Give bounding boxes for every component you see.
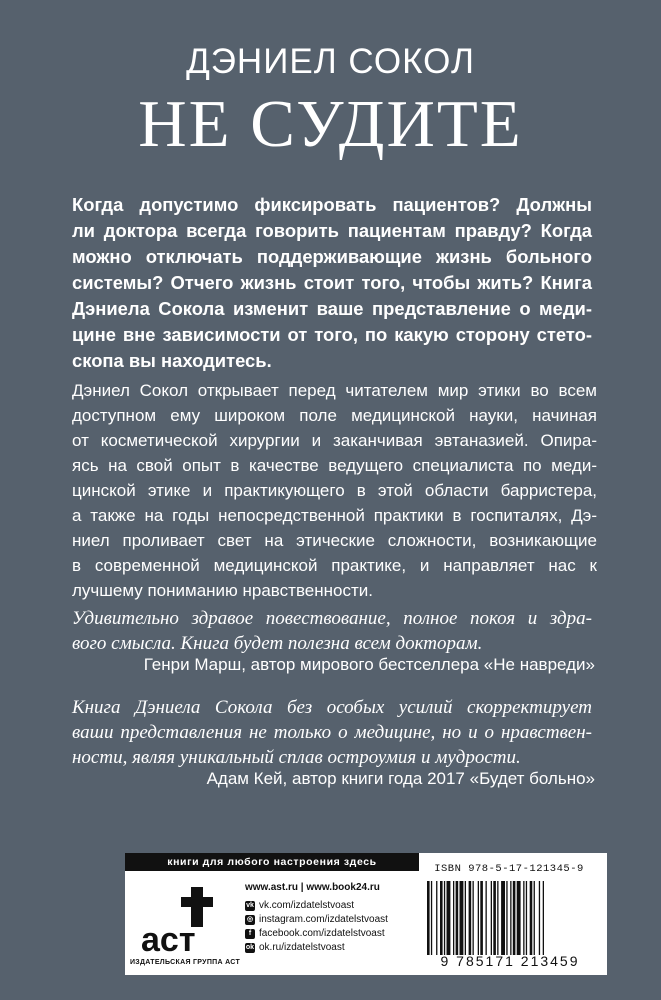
barcode-bar [431, 881, 432, 955]
barcode-bar [447, 881, 451, 955]
barcode-bar [444, 881, 445, 955]
lead-line: Когда допустимо фиксировать пациентов? Должны [72, 194, 592, 215]
publisher-panel [125, 853, 607, 975]
barcode-image [425, 881, 597, 955]
quote-line: Книга Дэниела Сокола без особых усилий скорректирует [72, 697, 592, 718]
description-paragraph [72, 378, 597, 603]
quote-line: вого смысла. Книга будет полезна всем докторам. [72, 633, 483, 654]
barcode-digits: 9 785171 213459 [440, 953, 580, 969]
barcode-bar [534, 881, 535, 955]
body-line: ниел проливает свет на этические сложности, возникающие [72, 531, 597, 550]
tagline-bar: книги для любого настроения здесь [125, 853, 419, 871]
body-line: от косметической хирургии и заканчивая эвтаназией. Опира- [72, 431, 597, 450]
body-line: лучшему пониманию нравственности. [72, 581, 373, 600]
barcode-bar [486, 881, 487, 955]
barcode-bar [517, 881, 521, 955]
website-links[interactable]: www.ast.ru | www.book24.ru [245, 882, 380, 893]
facebook-icon: f [245, 929, 255, 939]
lead-line: ли доктора всегда говорить пациентам правду? Когда [72, 220, 592, 241]
barcode-bar [539, 881, 540, 955]
body-line: ясь на свой опыт в качестве ведущего специалиста по меди- [72, 456, 597, 475]
barcode-bar [473, 881, 474, 955]
social-link-text: ok.ru/izdatelstvoast [259, 942, 345, 953]
social-link-text: facebook.com/izdatelstvoast [259, 928, 385, 939]
quote-line: ности, являя уникальный сплав остроумия и мудрости. [72, 747, 521, 768]
ast-logo-icon [139, 881, 229, 961]
review-attribution-2: Адам Кей, автор книги года 2017 «Будет больно» [206, 769, 595, 788]
barcode-bar [510, 881, 511, 955]
barcode-bar [456, 881, 459, 955]
barcode-bar [465, 881, 466, 955]
links-block [245, 881, 410, 955]
lead-line: системы? Отчего жизнь стоит того, чтобы жить? Книга [72, 272, 592, 293]
barcode-bar [526, 881, 527, 955]
lead-line: скопа вы находитесь. [72, 350, 272, 371]
barcode-bar [491, 881, 492, 955]
social-link-vk[interactable] [245, 899, 410, 913]
barcode-bar [530, 881, 533, 955]
isbn-number: ISBN 978-5-17-121345-9 [434, 863, 584, 875]
ok-icon: ok [245, 944, 255, 951]
barcode-bar [478, 881, 479, 955]
barcode-bar [469, 881, 472, 955]
body-line: доступном ему широком поле медицинской науки, начиная [72, 406, 597, 425]
social-link-facebook[interactable] [245, 927, 410, 941]
barcode-bar [480, 881, 483, 955]
body-line: цинской этике и практикующего в этой области барристера, [72, 481, 597, 500]
lead-line: цине вне зависимости от того, по какую сторону стето- [72, 324, 592, 345]
barcode-bar [453, 881, 454, 955]
publisher-name: ИЗДАТЕЛЬСКАЯ ГРУППА АСТ [129, 959, 241, 966]
barcode-bar [460, 881, 464, 955]
barcode-bar [493, 881, 496, 955]
barcode-bar [506, 881, 507, 955]
lead-line: Дэниела Сокола изменит ваше представление о меди- [72, 298, 592, 319]
book-title: НЕ СУДИТЕ [138, 87, 523, 161]
vk-icon: vk [246, 902, 254, 909]
quote-line: ваши представления не только о медицине, но и о нравствен- [72, 722, 592, 743]
quote-line: Удивительно здравое повествование, полное покоя и здра- [72, 608, 592, 629]
review-quote-2 [72, 695, 592, 770]
barcode-bar [513, 881, 516, 955]
lead-paragraph [72, 192, 592, 374]
barcode-bar [543, 881, 544, 955]
body-line: а также на годы непосредственной практики в госпиталях, Дэ- [72, 506, 597, 525]
barcode-bar [497, 881, 498, 955]
lead-line: можно отключать поддерживающие жизнь больного [72, 246, 592, 267]
body-line: Дэниел Сокол открывает перед читателем мир этики во всем [72, 381, 597, 400]
barcode-bar [501, 881, 505, 955]
review-attribution-1: Генри Марш, автор мирового бестселлера «Не навреди» [143, 655, 595, 674]
barcode-bar [440, 881, 443, 955]
logo-text: аст [141, 921, 196, 959]
barcode-bar [523, 881, 524, 955]
author-name: ДЭНИЕЛ СОКОЛ [186, 42, 475, 81]
barcode-bar [436, 881, 437, 955]
barcode-bar [427, 881, 430, 955]
social-link-ok[interactable] [245, 941, 410, 955]
social-link-text: vk.com/izdatelstvoast [259, 900, 355, 911]
body-line: в современной медицинской практике, и направляет нас к [72, 556, 597, 575]
social-link-instagram[interactable] [245, 913, 410, 927]
social-link-text: instagram.com/izdatelstvoast [259, 914, 388, 925]
instagram-icon: ◎ [246, 916, 254, 923]
review-quote-1 [72, 606, 592, 656]
